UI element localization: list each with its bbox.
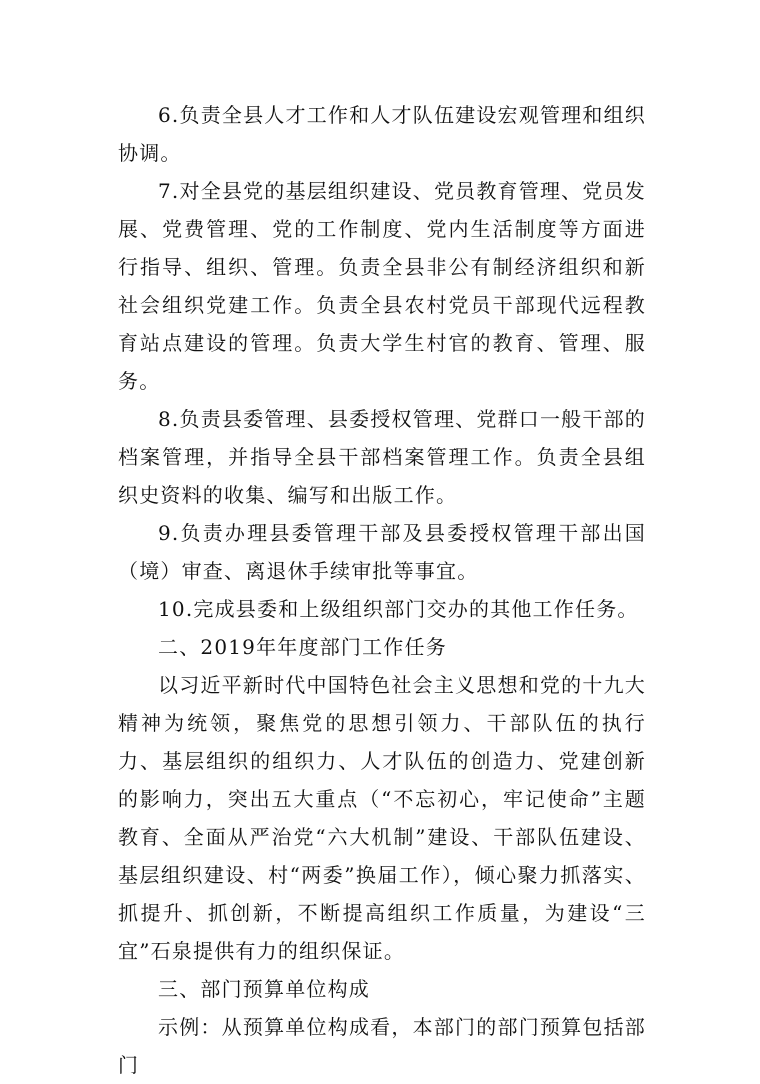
section-body-3: 示例：从预算单位构成看，本部门的部门预算包括部门 [118,1015,646,1077]
section-heading-2: 二、2019年年度部门工作任务 [158,635,447,659]
duty-item-6: 6.负责全县人才工作和人才队伍建设宏观管理和组织协调。 [118,103,646,165]
section-heading-3: 三、部门预算单位构成 [158,977,370,1001]
duty-item-7: 7.对全县党的基层组织建设、党员教育管理、党员发展、党费管理、党的工作制度、党内生活制度等方面进行指导、组织、管理。负责全县非公有制经济组织和新社会组织党建工作。负责全县农村党员干部现代远程教育站点建设的管理。负责大学生村官的教育、管理、服务。 [118,179,646,393]
duty-item-8: 8.负责县委管理、县委授权管理、党群口一般干部的档案管理，并指导全县干部档案管理工作。负责全县组织史资料的收集、编写和出版工作。 [118,407,646,507]
document-body [118,96,646,1084]
duty-item-9: 9.负责办理县委管理干部及县委授权管理干部出国（境）审查、离退休手续审批等事宜。 [118,521,646,583]
section-body-2: 以习近平新时代中国特色社会主义思想和党的十九大精神为统领，聚焦党的思想引领力、干部队伍的执行力、基层组织的组织力、人才队伍的创造力、党建创新的影响力，突出五大重点（“不忘初心，牢记使命”主题教育、全面从严治党“六大机制”建设、干部队伍建设、基层组织建设、村“两委”换届工作），倾心聚力抓落实、抓提升、抓创新，不断提高组织工作质量，为建设“三宜”石泉提供有力的组织保证。 [118,673,646,963]
duty-item-10: 10.完成县委和上级组织部门交办的其他工作任务。 [158,597,639,621]
